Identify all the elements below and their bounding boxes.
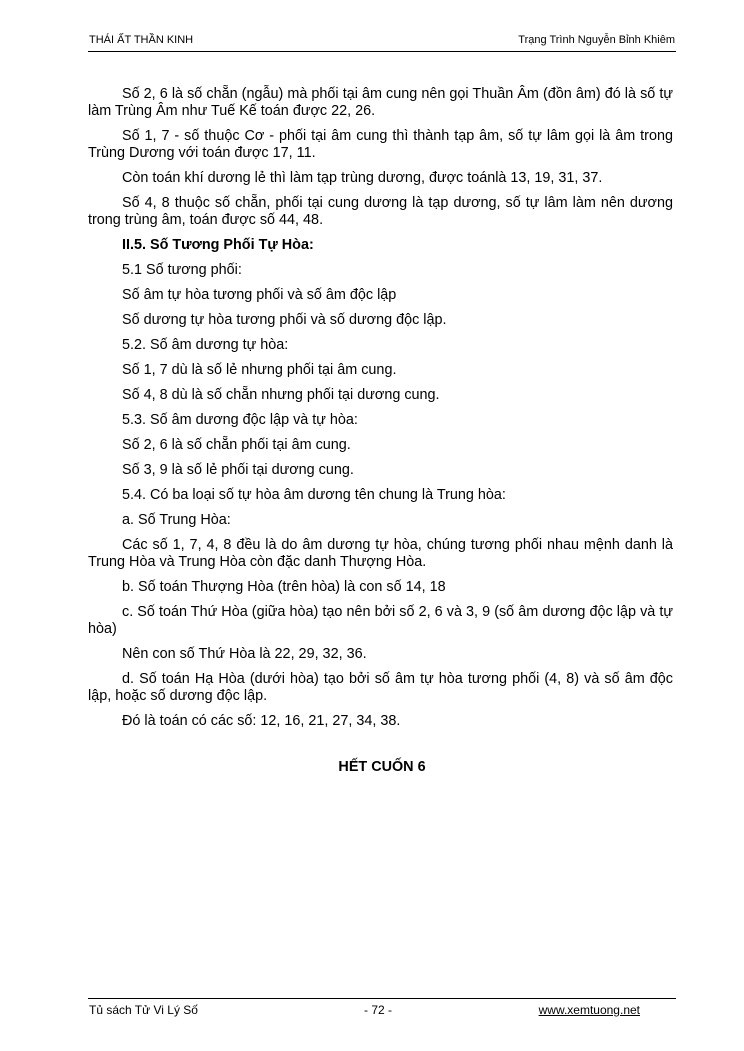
paragraph: b. Số toán Thượng Hòa (trên hòa) là con số 14, 18 [122,579,446,595]
paragraph: Số 4, 8 thuộc số chẵn, phối tại cung dương là tạp dương, số tự lâm làm nên dương trong trùng âm, toán được số 44, 48. [88,195,673,228]
paragraph: Số 4, 8 dù là số chẵn nhưng phối tại dương cung. [122,387,440,403]
paragraph: Số 2, 6 là số chẵn (ngẫu) mà phối tại âm cung nên gọi Thuần Âm (đồn âm) đó là số tự làm Trùng Âm như Tuế Kế toán được 22, 26. [88,86,673,119]
paragraph: Số dương tự hòa tương phối và số dương độc lập. [122,312,447,328]
page-footer [88,998,676,1019]
end-of-volume-title: HẾT CUỐN 6 [338,759,426,775]
paragraph: Đó là toán có các số: 12, 16, 21, 27, 34, 38. [122,713,401,729]
footer-collection-name: Tủ sách Tử Vi Lý Số [89,1003,198,1017]
paragraph: Số âm tự hòa tương phối và số âm độc lập [122,287,397,303]
paragraph: Số 1, 7 - số thuộc Cơ - phối tại âm cung thì thành tạp âm, số tự lâm gọi là âm trong Trùng Dương với toán được 17, 11. [88,128,673,161]
page-number: - 72 - [364,1003,393,1017]
paragraph: a. Số Trung Hòa: [122,512,231,528]
section-heading: II.5. Số Tương Phối Tự Hòa: [122,237,314,253]
document-body [88,86,673,738]
paragraph: Nên con số Thứ Hòa là 22, 29, 32, 36. [122,646,367,662]
paragraph: Các số 1, 7, 4, 8 đều là do âm dương tự hòa, chúng tương phối nhau mệnh danh là Trung Hòa và Trung Hòa còn đặc danh Thượng Hòa. [88,537,673,570]
header-book-title: THÁI ẤT THẦN KINH [89,34,194,46]
page-header [88,33,676,52]
paragraph: 5.2. Số âm dương tự hòa: [122,337,289,353]
footer-website-link[interactable]: www.xemtuong.net [538,1003,640,1017]
paragraph: d. Số toán Hạ Hòa (dưới hòa) tạo bởi số âm tự hòa tương phối (4, 8) và số âm độc lập, hoặc số dương độc lập. [88,671,673,704]
paragraph: 5.4. Có ba loại số tự hòa âm dương tên chung là Trung hòa: [122,487,506,503]
paragraph: Còn toán khí dương lẻ thì làm tạp trùng dương, được toánlà 13, 19, 31, 37. [122,170,603,186]
paragraph: 5.1 Số tương phối: [122,262,242,278]
header-author: Trạng Trình Nguyễn Bỉnh Khiêm [518,34,675,46]
paragraph: Số 1, 7 dù là số lẻ nhưng phối tại âm cung. [122,362,397,378]
paragraph: 5.3. Số âm dương độc lập và tự hòa: [122,412,358,428]
paragraph: Số 3, 9 là số lẻ phối tại dương cung. [122,462,354,478]
paragraph: c. Số toán Thứ Hòa (giữa hòa) tạo nên bởi số 2, 6 và 3, 9 (số âm dương độc lập và tự hòa) [88,604,673,637]
paragraph: Số 2, 6 là số chẵn phối tại âm cung. [122,437,351,453]
